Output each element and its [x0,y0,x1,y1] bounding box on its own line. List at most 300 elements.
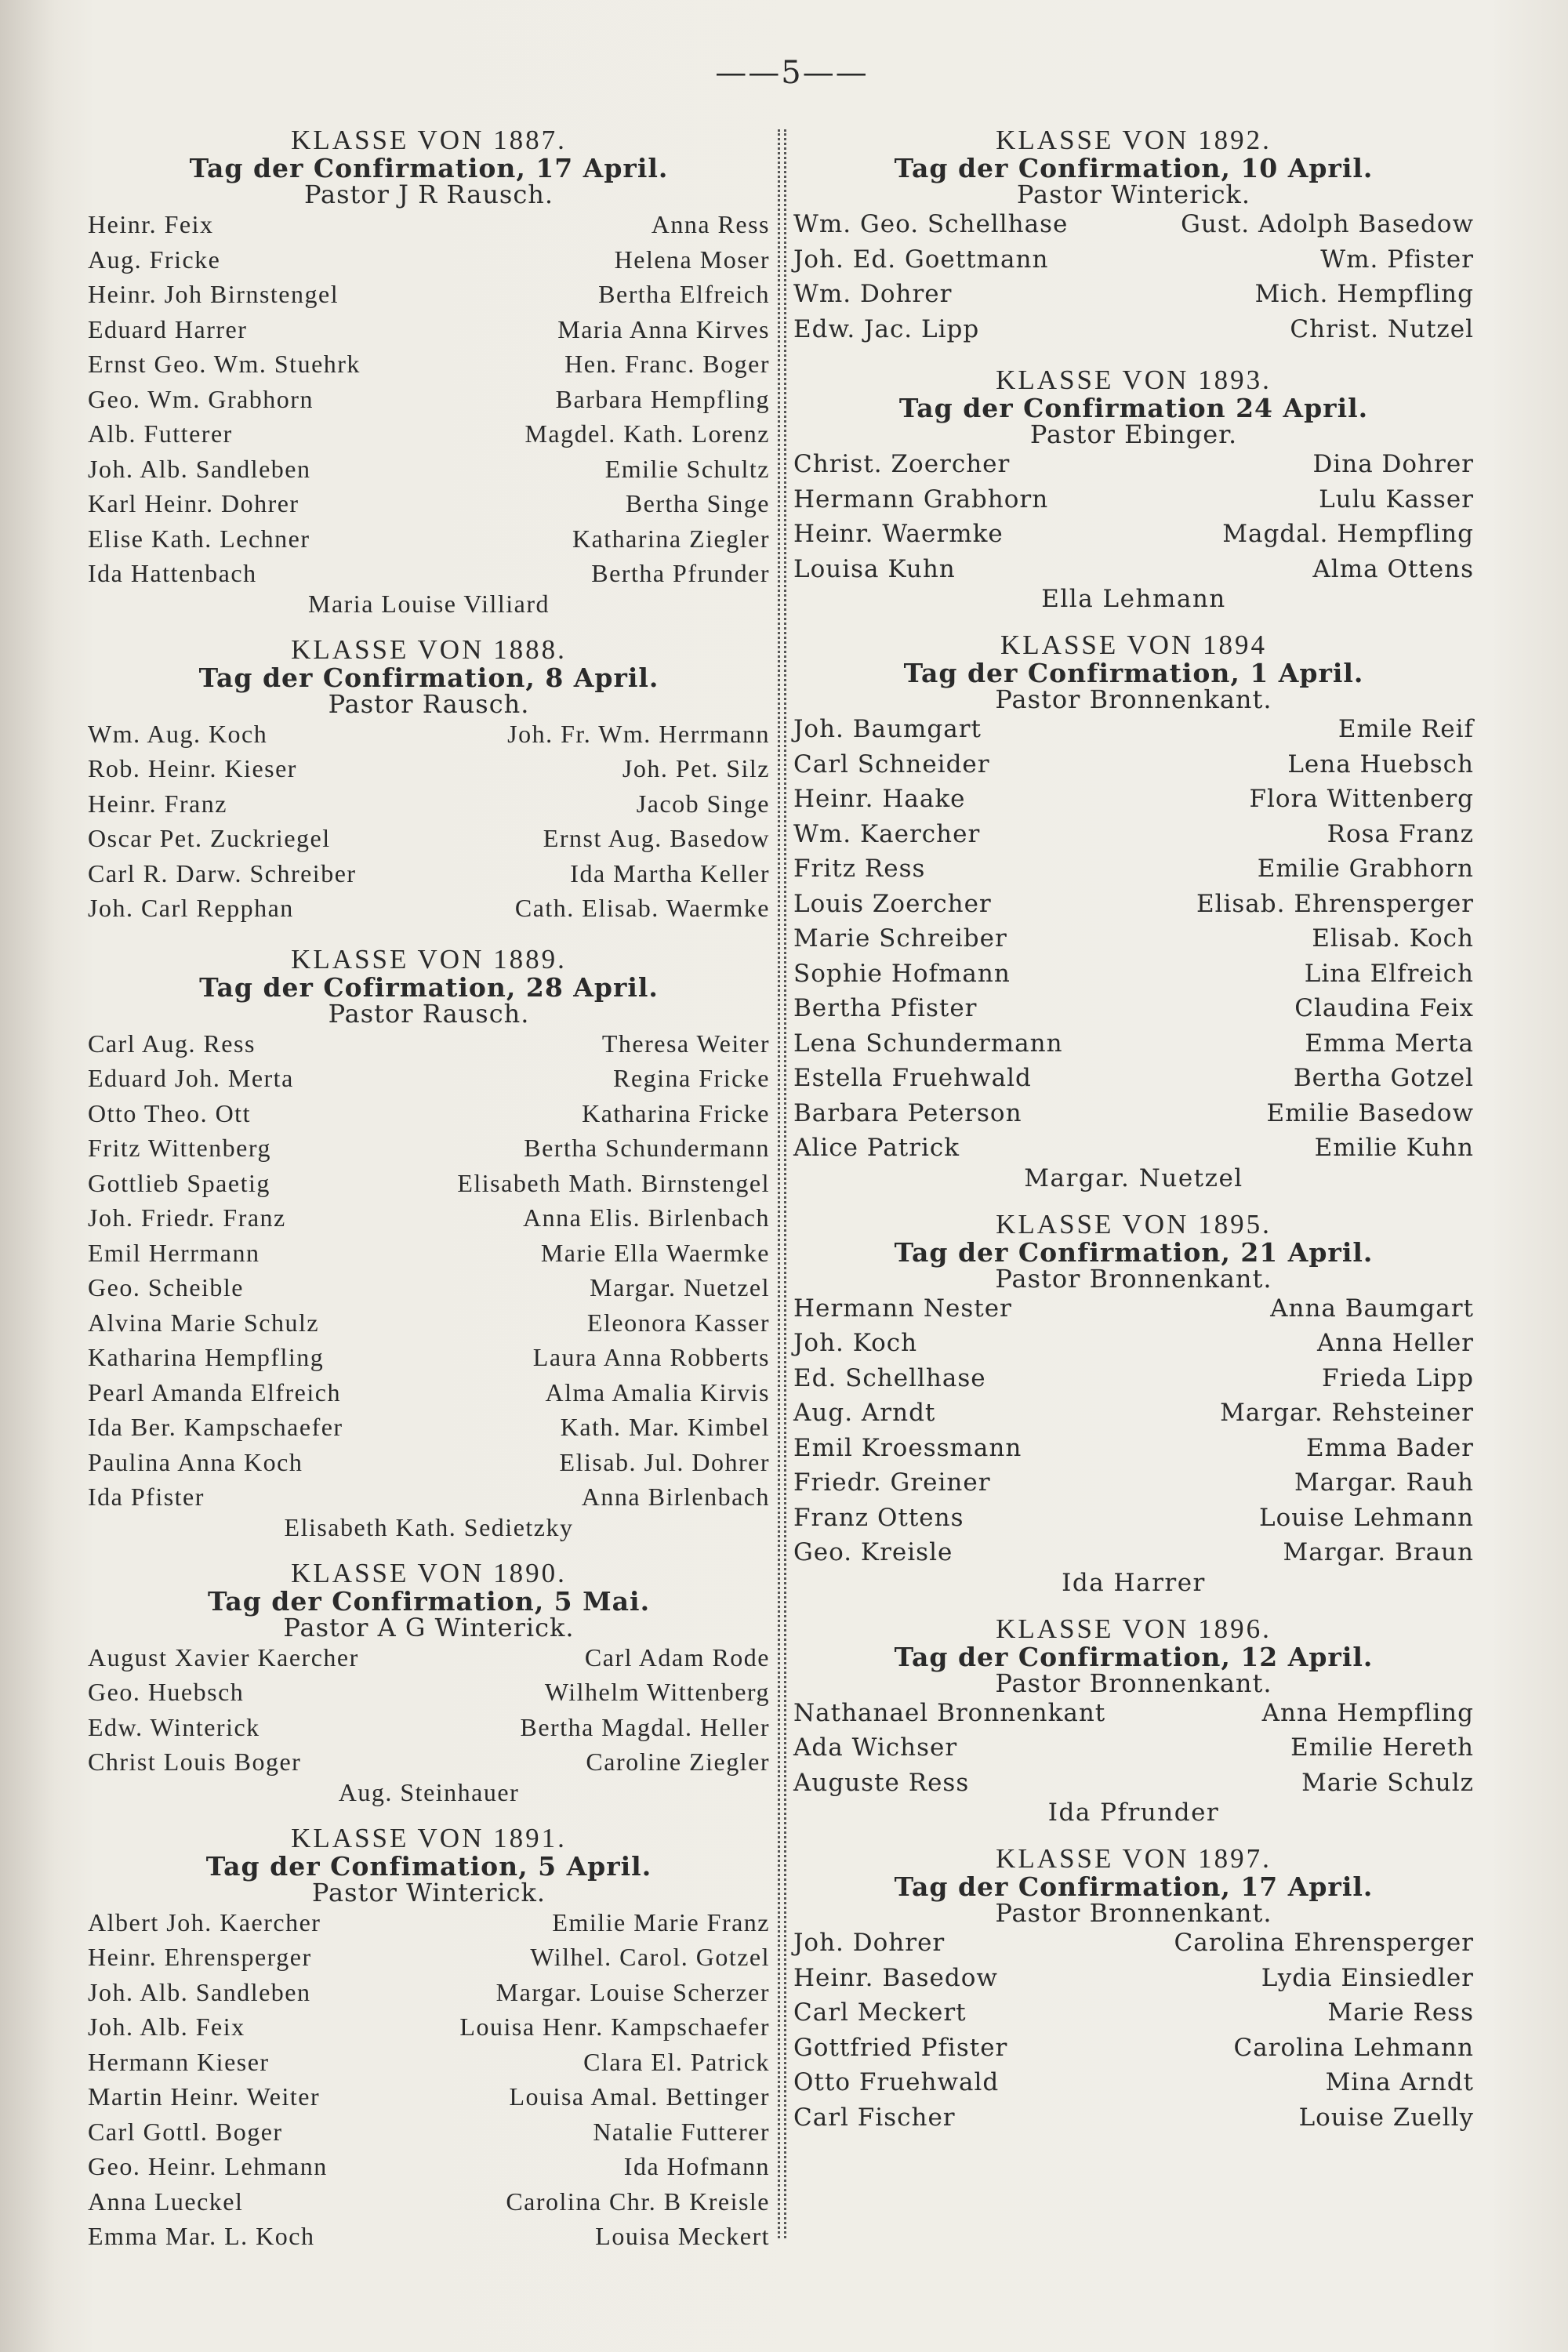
girl-name: Natalie Futterer [593,2117,770,2146]
class-heading: KLASSE VON 1896. [996,1613,1272,1644]
girl-name: Joh. Pet. Silz [622,754,770,782]
boy-name: Heinr. Feix [88,210,214,238]
class-heading: KLASSE VON 1894 [1000,630,1267,660]
girl-name: Christ. Nutzel [1290,314,1474,343]
girl-name: Ida Martha Keller [570,858,770,887]
boy-name: Oscar Pet. Zuckriegel [88,824,331,852]
name-row [88,556,770,591]
confirmation-date: Tag der Confirmation, 1 April. [903,658,1364,688]
boy-name: Aug. Arndt [793,1399,936,1427]
pastor-name: Pastor J R Rausch. [303,180,554,209]
boy-name: Heinr. Waermke [793,520,1004,548]
boy-name: Geo. Heinr. Lehmann [88,2152,328,2180]
name-row [793,312,1474,347]
boy-name: Ernst Geo. Wm. Stuehrk [88,350,361,378]
name-row [88,2219,770,2254]
girl-name: Margar. Rehsteiner [1220,1399,1474,1427]
name-row [88,1061,770,1096]
pastor-name: Pastor Bronnenkant. [995,1263,1272,1294]
name-row [88,1975,770,2010]
girl-name: Emilie Hereth [1290,1733,1474,1762]
boy-name: Carl R. Darw. Schreiber [88,858,357,887]
boy-name: Ida Hattenbach [88,559,257,587]
class-section [793,1210,1474,1595]
girl-name: Cath. Elisab. Waermke [514,894,770,922]
column-divider [778,129,780,2238]
boy-name: Nathanael Bronnenkant [793,1698,1106,1727]
boy-name: Friedr. Greiner [793,1468,991,1497]
girl-name: Maria Anna Kirves [557,314,770,343]
boy-name: Alice Patrick [793,1134,960,1162]
girl-name: Louisa Meckert [595,2222,770,2250]
name-row [793,207,1474,242]
girl-name: Emilie Marie Franz [552,1907,770,1936]
girl-name: Katharina Ziegler [572,524,770,553]
boy-name: Joh. Baumgart [793,715,982,743]
boy-name: Carl Schneider [793,750,990,779]
girl-name: Barbara Hempfling [555,384,770,413]
girl-name: Marie Ella Waermke [540,1238,770,1267]
name-row [88,717,770,752]
boy-name: Ada Wichser [793,1733,958,1762]
girl-name: Clara El. Patrick [583,2047,770,2076]
girl-name: Elisab. Koch [1312,924,1474,953]
boy-name: Joh. Carl Repphan [88,894,294,922]
name-row [793,747,1474,782]
name-row [793,1096,1474,1131]
boy-name: Joh. Alb. Sandleben [88,1977,311,2006]
boy-name: Heinr. Ehrensperger [88,1943,312,1971]
name-row [88,347,770,382]
class-heading: KLASSE VON 1891. [291,1822,567,1853]
girl-name: Eleonora Kasser [586,1308,770,1337]
class-section [88,1559,770,1805]
name-row [88,1479,770,1515]
name-row [88,2149,770,2184]
name-row [793,1696,1474,1731]
name-row [88,1131,770,1166]
girl-name: Carolina Chr. B Kreisle [506,2187,770,2216]
girl-name: Laura Anna Robberts [532,1343,770,1371]
name-row [793,1026,1474,1062]
girl-name: Bertha Schundermann [524,1134,770,1162]
name-row [88,786,770,822]
girl-name: Rosa Franz [1327,819,1474,848]
name-row [88,1236,770,1271]
boy-name: Wm. Geo. Schellhase [793,210,1069,238]
name-row [88,1445,770,1480]
name-row [793,851,1474,887]
name-row [793,956,1474,992]
class-heading: KLASSE VON 1890. [291,1557,567,1588]
pastor-name: Pastor Rausch. [328,688,530,719]
girl-name: Lina Elfreich [1304,959,1474,988]
girl-name: Theresa Weiter [601,1029,770,1058]
girl-name: Bertha Elfreich [598,280,770,308]
boy-name: Eduard Harrer [88,314,248,343]
name-row [793,1535,1474,1570]
name-row [88,207,770,242]
boy-name: Rob. Heinr. Kieser [88,754,297,782]
name-row [793,2031,1474,2066]
extra-name: Maria Louise Villiard [307,589,550,618]
name-row [793,1926,1474,1961]
class-section [793,365,1474,612]
girl-name: Alma Amalia Kirvis [545,1377,770,1406]
name-row [88,1710,770,1745]
boy-name: Louis Zoercher [793,889,992,918]
confirmation-date: Tag der Confirmation, 5 Mai. [207,1585,651,1617]
boy-name: Joh. Alb. Feix [88,2013,245,2041]
girl-name: Kath. Mar. Kimbel [560,1413,770,1441]
girl-name: Carl Adam Rode [584,1642,770,1671]
boy-name: Christ Louis Boger [88,1748,302,1776]
girl-name: Lydia Einsiedler [1261,1963,1474,1992]
girl-name: Louise Zuelly [1298,2103,1474,2132]
girl-name: Margar. Nuetzel [590,1273,770,1301]
girl-name: Emile Reif [1338,715,1474,743]
boy-name: Heinr. Joh Birnstengel [88,280,339,308]
boy-name: Ida Ber. Kampschaefer [88,1413,343,1441]
name-row [793,817,1474,852]
extra-name: Ella Lehmann [1041,585,1226,613]
name-row [88,1675,770,1710]
boy-name: Joh. Alb. Sandleben [88,454,311,483]
confirmation-date: Tag der Confirmation, 17 April. [894,1871,1374,1902]
girl-name: Emma Bader [1305,1433,1474,1462]
extra-name: Margar. Nuetzel [1024,1163,1243,1192]
name-row [793,1291,1474,1327]
girl-name: Anna Heller [1316,1329,1474,1357]
name-row [793,1501,1474,1536]
name-row [793,1730,1474,1766]
name-row [793,712,1474,747]
boy-name: Hermann Nester [793,1294,1012,1323]
girl-name: Ida Hofmann [623,2152,770,2180]
girl-name: Elisab. Jul. Dohrer [559,1447,770,1476]
boy-name: Otto Theo. Ott [88,1098,251,1127]
name-row [88,821,770,856]
girl-name: Wm. Pfister [1320,245,1474,274]
class-heading: KLASSE VON 1888. [291,633,567,665]
girl-name: Lulu Kasser [1319,485,1474,514]
boy-name: Otto Fruehwald [793,2068,1000,2096]
name-row [88,751,770,786]
boy-name: Fritz Wittenberg [88,1134,271,1162]
girl-name: Jacob Singe [636,789,770,818]
boy-name: Gottlieb Spaetig [88,1168,270,1197]
right-column [793,125,1474,2140]
confirmation-date: Tag der Cofirmation, 28 April. [199,971,659,1003]
girl-name: Frieda Lipp [1322,1363,1474,1392]
girl-name: Lena Huebsch [1287,750,1474,779]
girl-name: Marie Ress [1327,1998,1474,2027]
name-row [88,1026,770,1062]
class-heading: KLASSE VON 1889. [291,943,567,975]
boy-name: Emil Kroessmann [793,1433,1022,1462]
name-row [88,312,770,347]
boy-name: Franz Ottens [793,1503,964,1532]
girl-name: Emilie Grabhorn [1257,855,1474,883]
name-row [88,1270,770,1305]
girl-name: Magdal. Hempfling [1222,520,1474,548]
boy-name: Fritz Ress [793,855,926,883]
boy-name: Carl Meckert [793,1998,967,2027]
girl-name: Anna Baumgart [1270,1294,1474,1323]
pastor-name: Pastor Winterick. [311,1877,546,1907]
name-row [88,452,770,487]
page-number: ——5—— [715,55,869,91]
boy-name: Karl Heinr. Dohrer [88,489,299,517]
boy-name: Carl Aug. Ress [88,1029,256,1058]
girl-name: Emilie Kuhn [1314,1134,1474,1162]
name-row [88,1410,770,1445]
boy-name: Ida Pfister [88,1483,205,1511]
girl-name: Carolina Lehmann [1233,2033,1474,2062]
pastor-name: Pastor Rausch. [328,998,530,1029]
class-heading: KLASSE VON 1895. [996,1208,1272,1240]
name-row [88,1940,770,1975]
girl-name: Anna Hempfling [1261,1698,1474,1727]
girl-name: Louisa Henr. Kampschaefer [459,2013,770,2041]
girl-name: Mich. Hempfling [1254,280,1474,308]
name-row [793,1131,1474,1166]
boy-name: Edw. Jac. Lipp [793,314,980,343]
name-row [88,242,770,278]
name-row [793,447,1474,482]
girl-name: Claudina Feix [1294,994,1474,1022]
boy-name: Auguste Ress [793,1768,970,1797]
boy-name: Wm. Aug. Koch [88,719,268,748]
name-row [793,482,1474,517]
girl-name: Anna Ress [651,210,770,238]
name-row [793,2065,1474,2100]
boy-name: Barbara Peterson [793,1098,1022,1127]
girl-name: Mina Arndt [1325,2068,1474,2096]
boy-name: Estella Fruehwald [793,1064,1032,1092]
name-row [793,517,1474,552]
name-row [793,1961,1474,1996]
name-row [88,1640,770,1675]
boy-name: Hermann Kieser [88,2047,270,2076]
name-row [88,856,770,891]
girl-name: Bertha Gotzel [1293,1064,1474,1092]
name-row [793,1061,1474,1096]
boy-name: Joh. Ed. Goettmann [793,245,1049,274]
girl-name: Regina Fricke [613,1064,770,1092]
name-row [88,416,770,452]
class-section [793,630,1474,1191]
boy-name: Pearl Amanda Elfreich [88,1377,341,1406]
extra-name: Elisabeth Kath. Sedietzky [284,1512,574,1541]
girl-name: Emma Merta [1305,1029,1474,1058]
name-row [88,2114,770,2150]
boy-name: Paulina Anna Koch [88,1447,303,1476]
name-row [793,782,1474,817]
name-row [88,1200,770,1236]
name-row [88,2184,770,2220]
girl-name: Wilhelm Wittenberg [544,1678,770,1706]
girl-name: Joh. Fr. Wm. Herrmann [507,719,770,748]
boy-name: Geo. Huebsch [88,1678,245,1706]
boy-name: Eduard Joh. Merta [88,1064,294,1092]
class-section [793,1844,1474,2135]
column-divider [784,129,786,2238]
girl-name: Louise Lehmann [1259,1503,1474,1532]
extra-name: Ida Harrer [1062,1568,1206,1597]
boy-name: Carl Fischer [793,2103,956,2132]
name-row [88,1166,770,1201]
confirmation-date: Tag der Confirmation, 8 April. [198,662,659,693]
boy-name: Marie Schreiber [793,924,1007,953]
girl-name: Dina Dohrer [1312,450,1474,478]
boy-name: Elise Kath. Lechner [88,524,310,553]
name-row [88,1744,770,1780]
name-row [793,2100,1474,2136]
boy-name: Ed. Schellhase [793,1363,986,1392]
pastor-name: Pastor Bronnenkant. [995,1898,1272,1928]
boy-name: Alb. Futterer [88,419,233,448]
extra-name: Aug. Steinhauer [338,1777,520,1806]
pastor-name: Pastor Winterick. [1016,180,1251,209]
pastor-name: Pastor Ebinger. [1029,419,1238,449]
confirmation-date: Tag der Confirmation, 17 April. [189,153,669,183]
name-row [793,1431,1474,1466]
class-section [88,635,770,926]
left-column [88,125,770,2259]
girl-name: Bertha Magdal. Heller [520,1712,770,1741]
boy-name: Heinr. Franz [88,789,227,818]
girl-name: Margar. Louise Scherzer [495,1977,770,2006]
extra-name: Ida Pfrunder [1047,1798,1220,1827]
girl-name: Bertha Singe [625,489,770,517]
confirmation-date: Tag der Confimation, 5 April. [205,1850,652,1882]
boy-name: Lena Schundermann [793,1029,1063,1058]
boy-name: Gottfried Pfister [793,2033,1008,2062]
name-row [793,1361,1474,1396]
class-section [88,1824,770,2254]
boy-name: Joh. Koch [793,1329,918,1357]
boy-name: Martin Heinr. Weiter [88,2082,321,2111]
boy-name: Geo. Kreisle [793,1538,953,1566]
name-row [88,891,770,926]
boy-name: Christ. Zoercher [793,450,1011,478]
boy-name: Heinr. Haake [793,785,966,813]
girl-name: Marie Schulz [1301,1768,1474,1797]
confirmation-date: Tag der Confirmation 24 April. [898,393,1369,423]
girl-name: Elisab. Ehrensperger [1196,889,1474,918]
girl-name: Hen. Franc. Boger [564,350,770,378]
pastor-name: Pastor A G Winterick. [283,1612,575,1642]
girl-name: Magdel. Kath. Lorenz [524,419,770,448]
boy-name: Edw. Winterick [88,1712,260,1741]
boy-name: Wm. Dohrer [793,280,953,308]
boy-name: Joh. Dohrer [793,1929,946,1957]
girl-name: Louisa Amal. Bettinger [509,2082,770,2111]
boy-name: Geo. Wm. Grabhorn [88,384,314,413]
girl-name: Carolina Ehrensperger [1174,1929,1474,1957]
name-row [793,1995,1474,2031]
girl-name: Margar. Braun [1283,1538,1474,1566]
pastor-name: Pastor Bronnenkant. [995,1668,1272,1698]
confirmation-date: Tag der Confirmation, 21 April. [894,1236,1374,1268]
boy-name: Carl Gottl. Boger [88,2117,283,2146]
class-heading: KLASSE VON 1897. [996,1843,1272,1874]
name-row [793,1396,1474,1431]
boy-name: Hermann Grabhorn [793,485,1049,514]
boy-name: Emma Mar. L. Koch [88,2222,315,2250]
girl-name: Elisabeth Math. Birnstengel [457,1168,770,1197]
boy-name: Aug. Fricke [88,245,221,274]
boy-name: Emil Herrmann [88,1238,260,1267]
class-heading: KLASSE VON 1892. [996,125,1272,155]
girl-name: Alma Ottens [1312,554,1474,583]
name-row [88,382,770,417]
confirmation-date: Tag der Confirmation, 12 April. [894,1641,1374,1672]
girl-name: Emilie Basedow [1266,1098,1474,1127]
boy-name: Wm. Kaercher [793,819,981,848]
name-row [88,2009,770,2045]
girl-name: Emilie Schultz [604,454,770,483]
class-section [88,125,770,616]
boy-name: Louisa Kuhn [793,554,956,583]
boy-name: Joh. Friedr. Franz [88,1203,286,1232]
boy-name: Bertha Pfister [793,994,978,1022]
name-row [793,1465,1474,1501]
boy-name: Heinr. Basedow [793,1963,998,1992]
girl-name: Helena Moser [614,245,770,274]
confirmation-date: Tag der Confirmation, 10 April. [894,153,1374,183]
boy-name: Alvina Marie Schulz [88,1308,320,1337]
boy-name: Albert Joh. Kaercher [88,1907,321,1936]
boy-name: Sophie Hofmann [793,959,1011,988]
boy-name: Anna Lueckel [88,2187,244,2216]
girl-name: Margar. Rauh [1294,1468,1474,1497]
name-row [793,552,1474,587]
boy-name: Katharina Hempfling [88,1343,325,1371]
class-section [793,125,1474,347]
boy-name: Geo. Scheible [88,1273,244,1301]
name-row [88,2045,770,2080]
name-row [88,1375,770,1410]
girl-name: Caroline Ziegler [586,1748,770,1776]
name-row [88,486,770,521]
name-row [793,921,1474,956]
girl-name: Anna Birlenbach [581,1483,770,1511]
name-row [88,1305,770,1341]
class-heading: KLASSE VON 1893. [996,365,1272,395]
pastor-name: Pastor Bronnenkant. [995,684,1272,714]
name-row [793,991,1474,1026]
girl-name: Ernst Aug. Basedow [543,824,770,852]
name-row [88,277,770,312]
girl-name: Anna Elis. Birlenbach [523,1203,770,1232]
girl-name: Flora Wittenberg [1249,785,1474,813]
name-row [88,1096,770,1131]
name-row [793,1326,1474,1361]
girl-name: Gust. Adolph Basedow [1181,210,1474,238]
class-section [793,1614,1474,1826]
class-heading: KLASSE VON 1887. [291,125,567,155]
name-row [88,2079,770,2114]
name-row [88,521,770,557]
name-row [88,1905,770,1940]
girl-name: Wilhel. Carol. Gotzel [530,1943,770,1971]
name-row [88,1340,770,1375]
name-row [793,887,1474,922]
name-row [793,1766,1474,1801]
girl-name: Katharina Fricke [582,1098,770,1127]
